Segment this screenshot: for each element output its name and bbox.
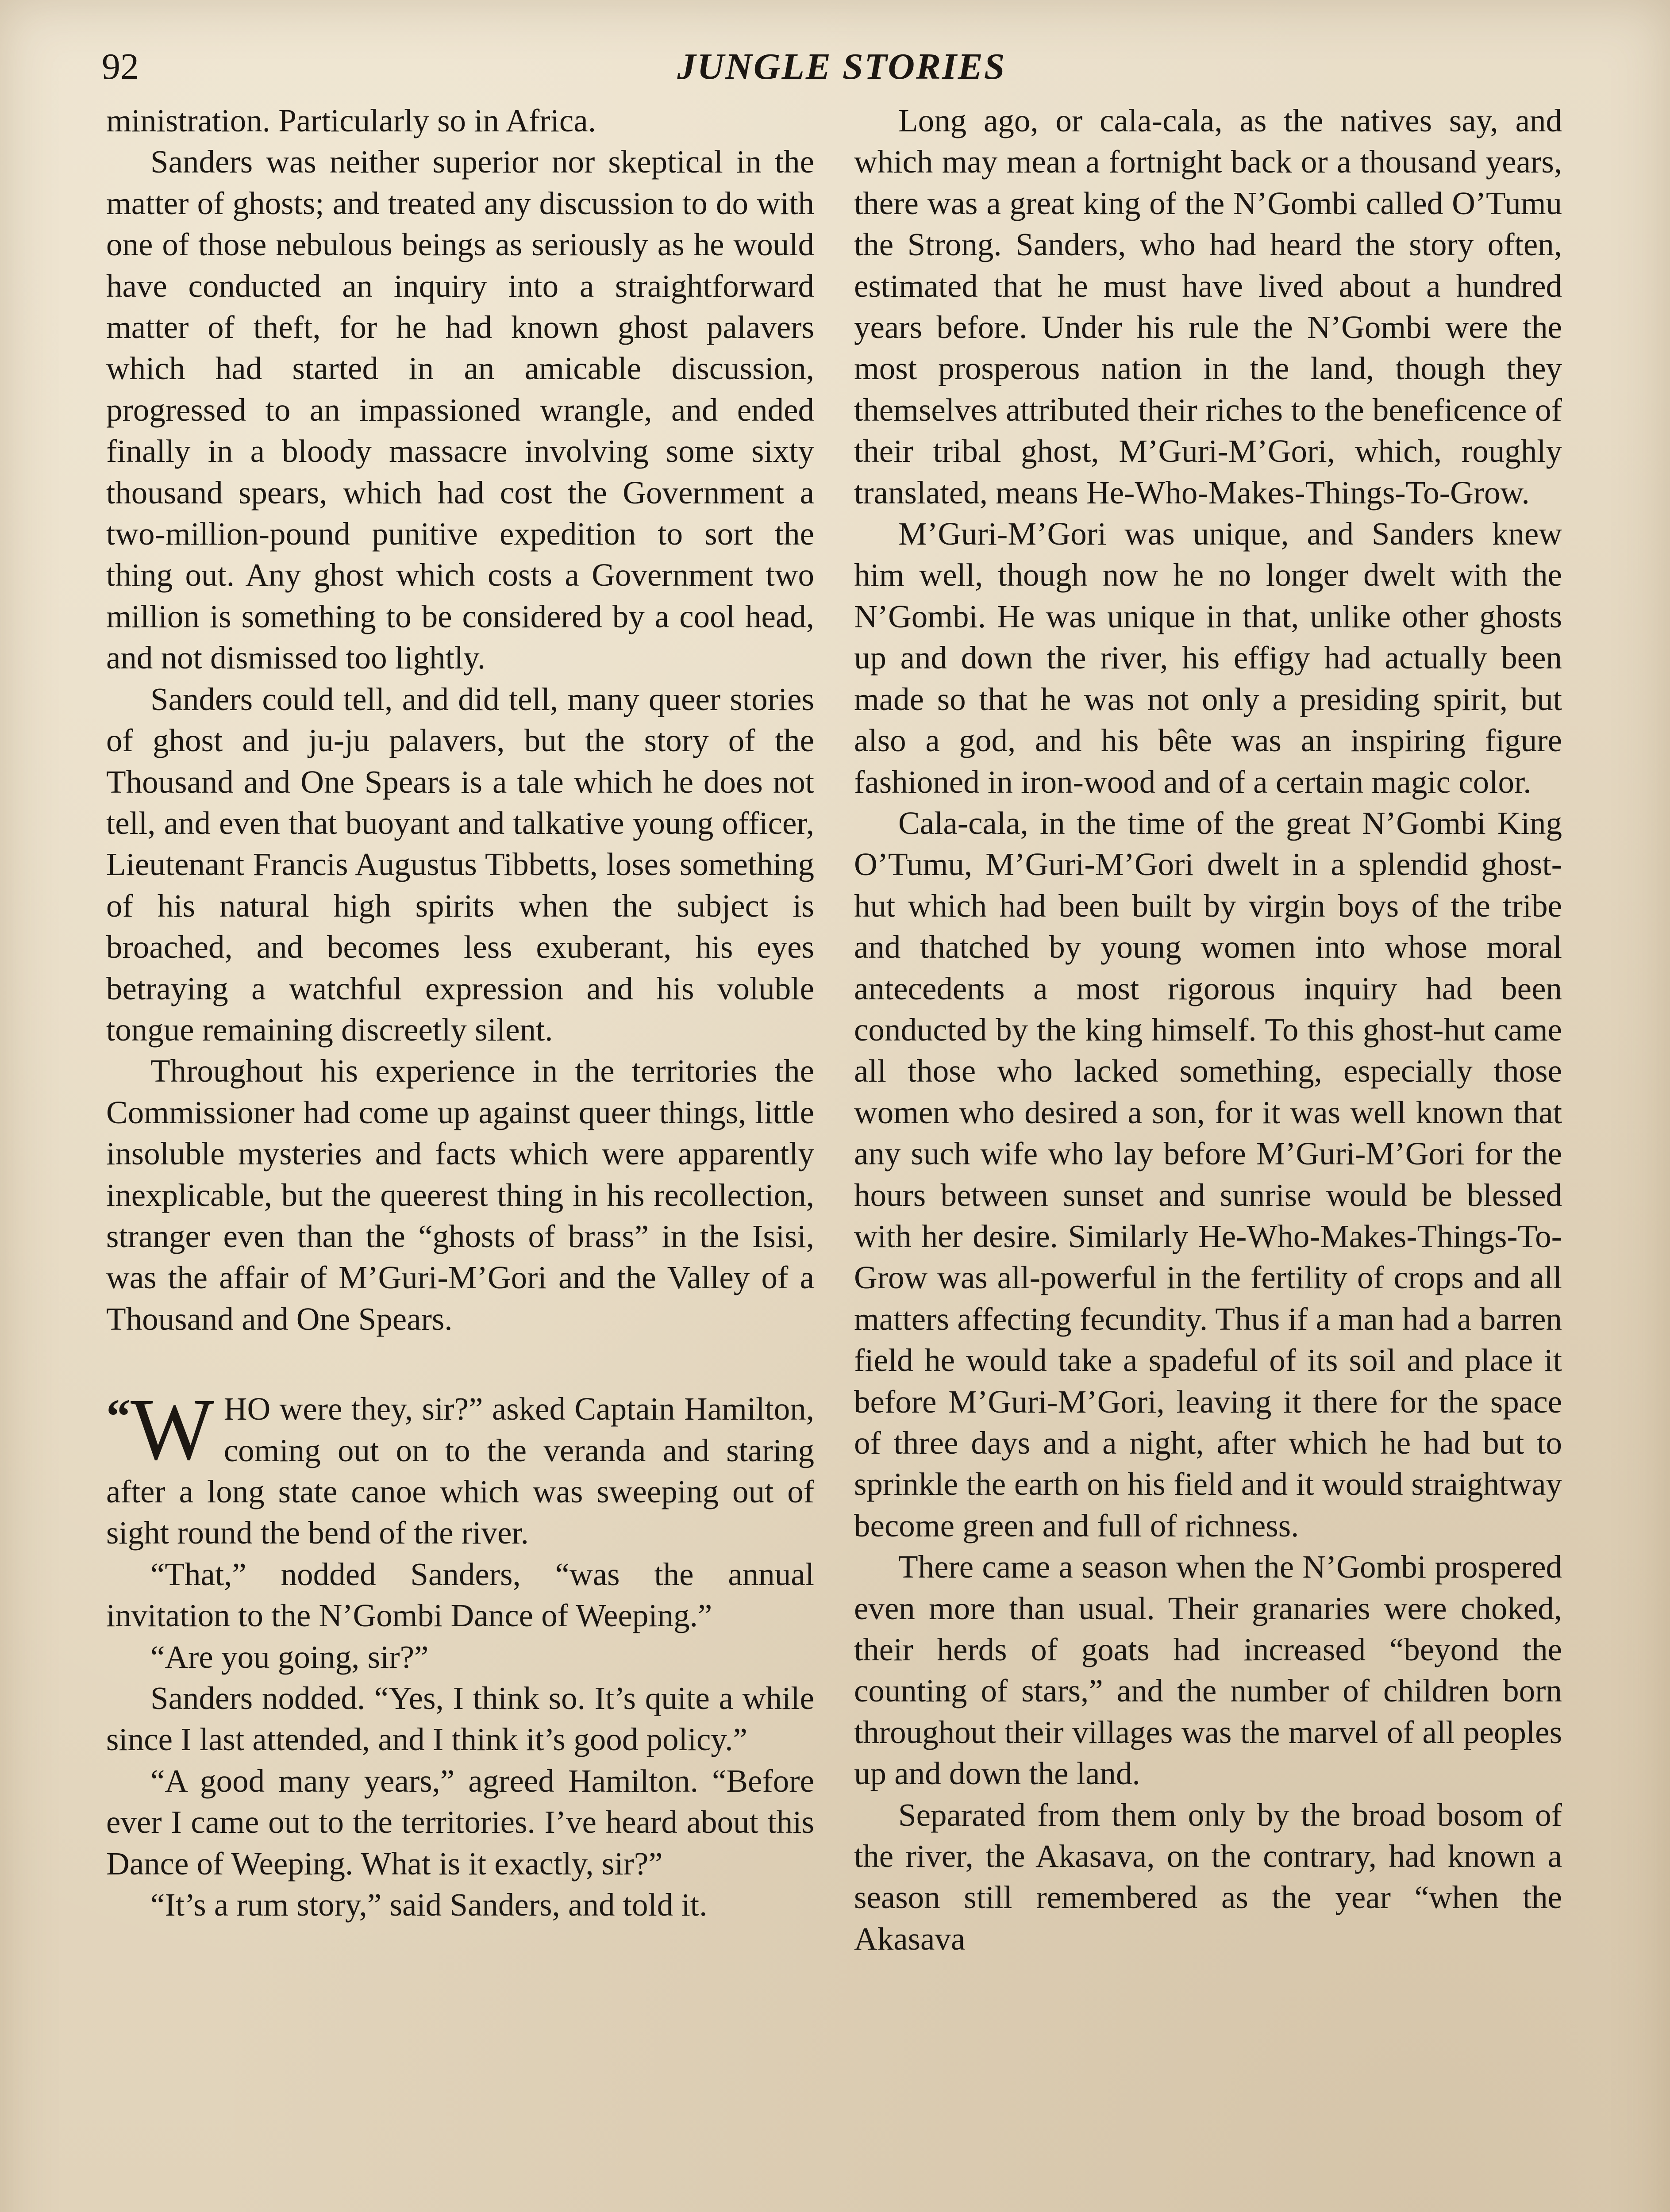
paragraph: Separated from them only by the broad bosom of the river, the Akasava, on the contrary, had known a season still remembered as the year “when the Akasava [854, 1797, 1562, 1957]
dropcap-paragraph [106, 1381, 814, 1554]
paragraph: Cala-cala, in the time of the great N’Gombi King O’Tumu, M’Guri-M’Gori dwelt in a splendid ghost-hut which had been built by virgin boys of the tribe and thatched by young women into whose moral antecedents a most rigorous inquiry had been conducted by the king himself. To this ghost-hut came all those who lacked something, especially those women who desired a son, for it was well known that any such wife who lay before M’Guri-M’Gori for the hours between sunset and sunrise would be blessed with her desire. Similarly He-Who-Makes-Things-To-Grow was all-powerful in the fertility of crops and all matters affecting fecundity. Thus if a man had a barren field he would take a spadeful of its soil and place it before M’Guri-M’Gori, leaving it there for the space of three days and a night, after which he had but to sprinkle the earth on his field and it would straightway become green and full of richness. [854, 805, 1562, 1544]
dropcap-open-quote: “ [106, 1389, 131, 1444]
paragraph: “That,” nodded Sanders, “was the annual invitation to the N’Gombi Dance of Weeping.” [106, 1556, 814, 1634]
paragraph: Long ago, or cala-cala, as the natives say, and which may mean a fortnight back or a thousand years, there was a great king of the N’Gombi called O’Tumu the Strong. Sanders, who had heard the story often, estimated that he must have lived about a hundred years before. Under his rule the N’Gombi were the most prosperous nation in the land, though they themselves attributed their riches to the beneficence of their tribal ghost, M’Guri-M’Gori, which, roughly translated, means He-Who-Makes-Things-To-Grow. [854, 103, 1562, 511]
paragraph: ministration. Particularly so in Africa. [106, 103, 596, 138]
left-column [106, 100, 814, 1925]
paragraph: Throughout his experience in the territories the Commissioner had come up against queer things, little insoluble mysteries and facts which were apparently inexplicable, but the queerest thing in his recollection, stranger even than the “ghosts of brass” in the Isisi, was the affair of M’Guri-M’Gori and the Valley of a Thousand and One Spears. [106, 1053, 814, 1337]
paragraph: “It’s a rum story,” said Sanders, and told it. [150, 1887, 708, 1923]
paragraph: Sanders could tell, and did tell, many queer stories of ghost and ju-ju palavers, but the story of the Thousand and One Spears is a tale which he does not tell, and even that buoyant and talkative young officer, Lieutenant Francis Augustus Tibbetts, loses something of his natural high spirits when the subject is broached, and becomes less exuberant, his eyes betraying a watchful expression and his voluble tongue remaining discreetly silent. [106, 681, 814, 1048]
paragraph-text: HO were they, sir?” asked Captain Hamilton, coming out on to the veranda and staring after a long state canoe which was sweeping out of sight round the bend of the river. [106, 1391, 814, 1551]
right-column [854, 100, 1562, 1959]
paragraph: “A good many years,” agreed Hamilton. “Before ever I came out to the territories. I’ve heard about this Dance of Weeping. What is it exactly, sir?” [106, 1763, 814, 1882]
paragraph: There came a season when the N’Gombi prospered even more than usual. Their granaries were choked, their herds of goats had increased “beyond the counting of stars,” and the number of children born throughout their villages was the marvel of all peoples up and down the land. [854, 1549, 1562, 1792]
drop-cap-letter: W [131, 1381, 214, 1479]
paragraph: “Are you going, sir?” [150, 1639, 429, 1675]
running-title: JUNGLE STORIES [677, 46, 1006, 87]
paragraph: Sanders nodded. “Yes, I think so. It’s quite a while since I last attended, and I think it’s good policy.” [106, 1680, 814, 1758]
page-number: 92 [102, 46, 139, 87]
paragraph: M’Guri-M’Gori was unique, and Sanders knew him well, though now he no longer dwelt with the N’Gombi. He was unique in that, unlike other ghosts up and down the river, his effigy had actually been made so that he was not only a presiding spirit, but also a god, and his bête was an inspiring figure fashioned in iron-wood and of a certain magic color. [854, 516, 1562, 800]
page-header [102, 42, 1581, 91]
paragraph: Sanders was neither superior nor skeptical in the matter of ghosts; and treated any discussion to do with one of those nebulous beings as seriously as he would have conducted an inquiry into a straightforward matter of theft, for he had known ghost palavers which had started in an amicable discussion, progressed to an impassioned wrangle, and ended finally in a bloody massacre involving some sixty thousand spears, which had cost the Government a two-million-pound punitive expedition to sort the thing out. Any ghost which costs a Government two million is something to be considered by a cool head, and not dismissed too lightly. [106, 144, 814, 676]
